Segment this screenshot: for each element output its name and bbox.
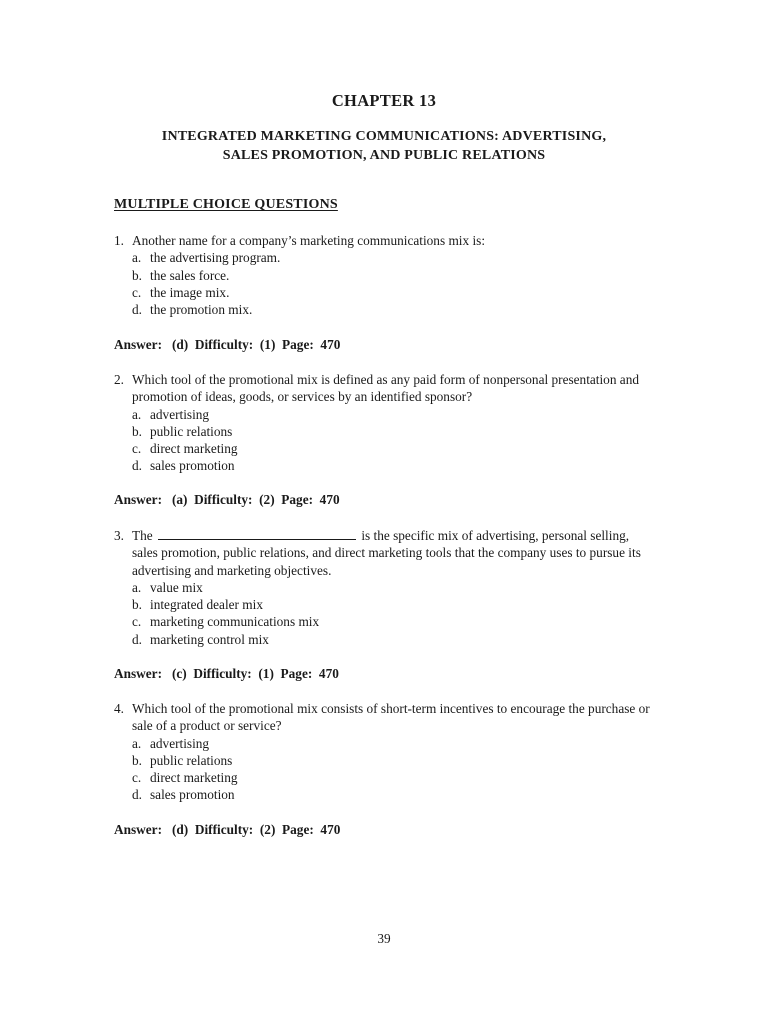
question-4 bbox=[114, 700, 654, 804]
question-number: 3. bbox=[114, 528, 124, 543]
question-1 bbox=[114, 232, 654, 318]
option-b: b. public relations bbox=[132, 752, 233, 768]
chapter-title: CHAPTER 13 bbox=[331, 91, 437, 110]
option-c: c. direct marketing bbox=[132, 770, 238, 786]
option-d: d. sales promotion bbox=[132, 458, 235, 474]
option-d: d. marketing control mix bbox=[132, 631, 269, 647]
option-d: d. the promotion mix. bbox=[132, 302, 253, 318]
chapter-subtitle bbox=[0, 127, 768, 165]
answer-options bbox=[132, 406, 654, 475]
option-b: b. public relations bbox=[132, 423, 233, 439]
question-2 bbox=[114, 371, 654, 475]
question-3 bbox=[114, 527, 654, 648]
question-text: Which tool of the promotional mix is defined as any paid form of nonpersonal presentation and promotion of ideas, goods, or services by an identified sponsor? bbox=[132, 372, 640, 405]
answer-line-2: Answer: (a) Difficulty: (2) Page: 470 bbox=[114, 492, 340, 507]
option-b: b. integrated dealer mix bbox=[132, 597, 263, 613]
option-c: c. the image mix. bbox=[132, 284, 230, 300]
answer-line-3: Answer: (c) Difficulty: (1) Page: 470 bbox=[114, 666, 339, 681]
section-heading: MULTIPLE CHOICE QUESTIONS bbox=[114, 197, 338, 212]
option-a: a. advertising bbox=[132, 735, 210, 751]
option-a: a. the advertising program. bbox=[132, 250, 281, 266]
answer-options bbox=[132, 579, 654, 648]
fill-in-blank bbox=[158, 528, 356, 540]
option-b: b. the sales force. bbox=[132, 267, 230, 283]
option-d: d. sales promotion bbox=[132, 787, 235, 803]
subtitle-line-1: INTEGRATED MARKETING COMMUNICATIONS: ADVERTISING, bbox=[161, 129, 607, 144]
question-number: 4. bbox=[114, 701, 124, 716]
answer-line-4: Answer: (d) Difficulty: (2) Page: 470 bbox=[114, 822, 341, 837]
subtitle-line-2: SALES PROMOTION, AND PUBLIC RELATIONS bbox=[222, 148, 546, 163]
option-c: c. direct marketing bbox=[132, 441, 238, 457]
answer-options bbox=[132, 249, 654, 318]
option-c: c. marketing communications mix bbox=[132, 614, 320, 630]
option-a: a. value mix bbox=[132, 579, 203, 595]
answer-options bbox=[132, 735, 654, 804]
question-text: Which tool of the promotional mix consists of short-term incentives to encourage the purchase or sale of a product or service? bbox=[132, 701, 650, 734]
question-text: The is the specific mix of advertising, personal selling, sales promotion, public relations, and direct marketing tools that the company uses to pursue its advertising and marketing objectives. bbox=[132, 528, 641, 578]
answer-line-1: Answer: (d) Difficulty: (1) Page: 470 bbox=[114, 337, 341, 352]
page-number: 39 bbox=[377, 931, 391, 946]
option-a: a. advertising bbox=[132, 406, 210, 422]
question-number: 2. bbox=[114, 372, 124, 387]
question-text: Another name for a company’s marketing communications mix is: bbox=[132, 233, 486, 248]
question-number: 1. bbox=[114, 233, 124, 248]
